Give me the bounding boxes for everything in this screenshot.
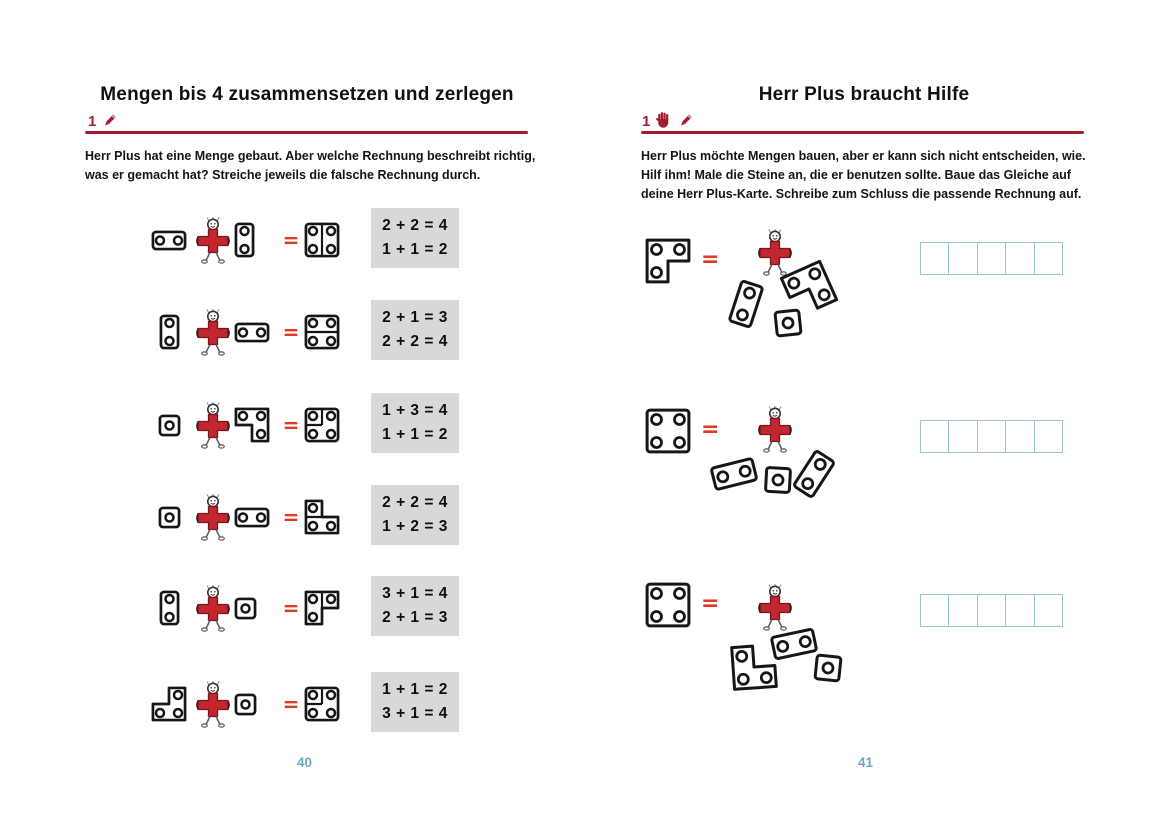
tile-sq4 [645, 582, 691, 628]
pencil-icon [101, 111, 119, 129]
equation-box [371, 300, 459, 360]
answer-cell [1006, 595, 1034, 626]
answer-cell [1006, 421, 1034, 452]
answer-cell [1035, 595, 1062, 626]
instructions [641, 147, 1101, 204]
answer-cell [921, 595, 949, 626]
answer-cell [949, 421, 977, 452]
exercise-row [146, 480, 352, 554]
choice-tile [709, 456, 760, 492]
tile-sq4 [304, 314, 340, 350]
tile-v2 [791, 448, 838, 501]
result-tile [304, 590, 344, 626]
herr-plus-character [196, 493, 230, 541]
result-tile [304, 499, 344, 535]
operand-tile-1 [146, 414, 192, 437]
choice-tile [769, 627, 819, 662]
hand-icon [655, 111, 672, 129]
tile-L3tl [151, 686, 187, 722]
equals-sign: = [701, 417, 720, 442]
equation: 2 + 2 = 4 [382, 494, 448, 511]
equation-box [371, 393, 459, 453]
page-title: Mengen bis 4 zusammensetzen und zerlegen [100, 84, 514, 105]
header-rule [641, 131, 1084, 134]
choice-tile [727, 278, 766, 330]
operand-tile-2 [234, 693, 278, 716]
choice-tile [791, 448, 838, 501]
instruction-line: Herr Plus möchte Mengen bauen, aber er kann sich nicht entscheiden, wie. [641, 149, 1086, 163]
instruction-line: deine Herr Plus-Karte. Schreibe zum Schluss die passende Rechnung auf. [641, 187, 1082, 201]
equation: 2 + 2 = 4 [382, 333, 448, 350]
herr-plus-character [196, 401, 230, 449]
page-number: 40 [297, 755, 313, 770]
equation-box [371, 208, 459, 268]
equation: 3 + 1 = 4 [382, 585, 448, 602]
operand-tile-2 [234, 507, 278, 528]
exercise-row [146, 667, 352, 741]
answer-cell [978, 243, 1006, 274]
answer-cell [1006, 243, 1034, 274]
result-tile [304, 407, 344, 443]
answer-cell [978, 421, 1006, 452]
tile-L3tr [304, 499, 340, 535]
exercise-row [146, 388, 352, 462]
tile-s1 [158, 414, 181, 437]
choice-tile [773, 308, 804, 339]
answer-cell [1035, 243, 1062, 274]
herr-plus-character [758, 405, 792, 453]
target-tile [645, 408, 691, 454]
answer-cell [949, 243, 977, 274]
herr-plus-character [196, 216, 230, 264]
answer-cell [949, 595, 977, 626]
exercise-row [146, 203, 352, 277]
exercise-number: 1 [642, 113, 651, 130]
operand-tile-1 [146, 314, 192, 350]
tile-sq4 [304, 222, 340, 258]
herr-plus-character [758, 228, 792, 276]
equation-box [371, 576, 459, 636]
pencil-icon [677, 111, 695, 129]
answer-strip [920, 420, 1063, 453]
instruction-line: was er gemacht hat? Streiche jeweils die falsche Rechnung durch. [85, 168, 481, 182]
herr-plus-character [196, 680, 230, 728]
tile-v2 [159, 314, 180, 350]
equation-box [371, 485, 459, 545]
equals-sign: = [282, 413, 300, 437]
herr-plus-character [196, 584, 230, 632]
equation: 1 + 1 = 2 [382, 241, 448, 258]
exercise-row [146, 295, 352, 369]
tile-v2 [234, 222, 255, 258]
operand-tile-1 [146, 686, 192, 722]
tile-L3br [645, 238, 691, 284]
tile-h2 [709, 456, 760, 492]
tile-L3bl [234, 407, 270, 443]
equals-sign: = [282, 505, 300, 529]
tile-h2 [769, 627, 819, 662]
equals-sign: = [282, 228, 300, 252]
equation: 1 + 1 = 2 [382, 426, 448, 443]
equals-sign: = [282, 692, 300, 716]
choice-tile [763, 465, 792, 494]
instruction-line: Hilf ihm! Male die Steine an, die er benutzen sollte. Baue das Gleiche auf [641, 168, 1071, 182]
tile-s1 [773, 308, 804, 339]
tile-sq4 [304, 407, 340, 443]
equals-sign: = [701, 247, 720, 272]
answer-cell [921, 421, 949, 452]
operand-tile-1 [146, 506, 192, 529]
tile-v2 [727, 278, 766, 330]
result-tile [304, 686, 344, 722]
equation-box [371, 672, 459, 732]
herr-plus-character [196, 308, 230, 356]
operand-tile-2 [234, 597, 278, 620]
header-rule [85, 131, 528, 134]
target-tile [645, 582, 691, 628]
tile-v2 [159, 590, 180, 626]
equation: 1 + 3 = 4 [382, 402, 448, 419]
equation: 2 + 2 = 4 [382, 217, 448, 234]
tile-L3br [304, 590, 340, 626]
exercise-row [146, 571, 352, 645]
answer-strip [920, 242, 1063, 275]
operand-tile-2 [234, 322, 278, 343]
equals-sign: = [701, 591, 720, 616]
choice-tile [813, 653, 844, 684]
operand-tile-2 [234, 407, 278, 443]
tile-h2 [234, 507, 270, 528]
equals-sign: = [282, 596, 300, 620]
instruction-line: Herr Plus hat eine Menge gebaut. Aber welche Rechnung beschreibt richtig, [85, 149, 536, 163]
answer-cell [978, 595, 1006, 626]
equals-sign: = [282, 320, 300, 344]
equation: 3 + 1 = 4 [382, 705, 448, 722]
page-title: Herr Plus braucht Hilfe [758, 84, 970, 105]
operand-tile-1 [146, 230, 192, 251]
answer-cell [1035, 421, 1062, 452]
equation: 1 + 2 = 3 [382, 518, 448, 535]
exercise-number: 1 [88, 113, 97, 130]
exercise-marker [88, 111, 119, 129]
operand-tile-1 [146, 590, 192, 626]
operand-tile-2 [234, 222, 278, 258]
tile-s1 [234, 597, 257, 620]
exercise-marker [642, 111, 695, 129]
herr-plus-character [758, 583, 792, 631]
equation: 2 + 1 = 3 [382, 309, 448, 326]
tile-h2 [234, 322, 270, 343]
instructions [85, 147, 545, 185]
page-number: 41 [858, 755, 874, 770]
result-tile [304, 222, 344, 258]
answer-cell [921, 243, 949, 274]
equation: 2 + 1 = 3 [382, 609, 448, 626]
equation: 1 + 1 = 2 [382, 681, 448, 698]
tile-s1 [813, 653, 844, 684]
tile-sq4 [645, 408, 691, 454]
target-tile [645, 238, 691, 284]
tile-h2 [151, 230, 187, 251]
tile-s1 [234, 693, 257, 716]
tile-sq4 [304, 686, 340, 722]
tile-s1 [763, 465, 792, 494]
result-tile [304, 314, 344, 350]
answer-strip [920, 594, 1063, 627]
tile-s1 [158, 506, 181, 529]
